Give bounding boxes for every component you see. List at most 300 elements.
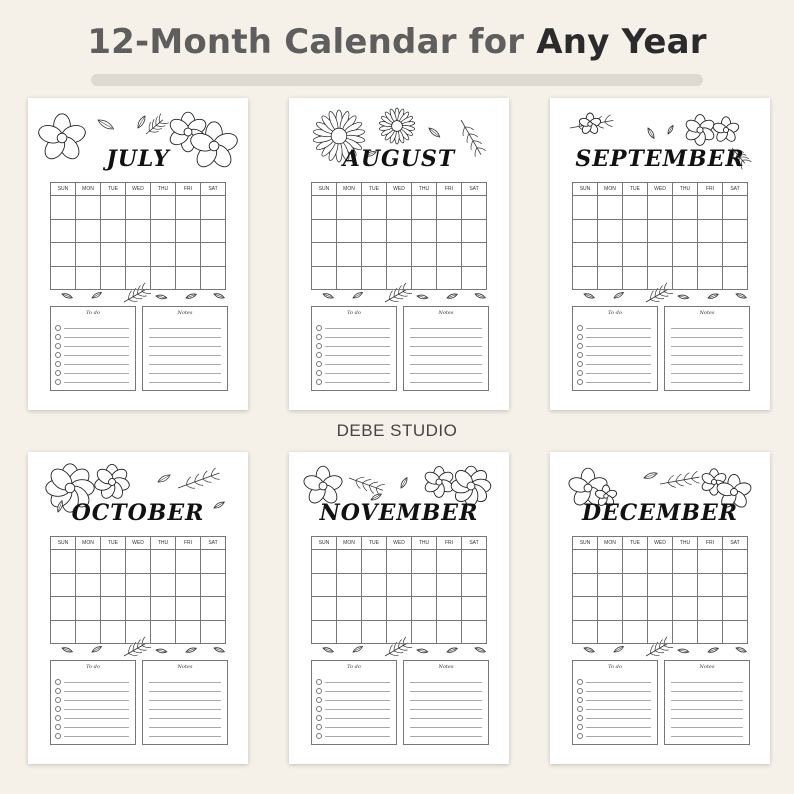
- todo-line: [586, 682, 651, 683]
- month-title: DECEMBER: [581, 500, 739, 526]
- day-cell: [51, 243, 76, 267]
- notes-line: [149, 364, 221, 365]
- day-cell: [101, 620, 126, 644]
- week-row: [312, 219, 487, 243]
- day-cell: [176, 597, 201, 621]
- day-cell: [337, 620, 362, 644]
- day-cell: [387, 597, 412, 621]
- day-cell: [51, 550, 76, 574]
- day-cell: [126, 573, 151, 597]
- day-cell: [673, 243, 698, 267]
- notes-heading: Notes: [699, 664, 715, 670]
- day-cell: [76, 219, 101, 243]
- day-cell: [437, 550, 462, 574]
- todo-heading: To do: [347, 310, 361, 316]
- todo-line: [325, 709, 390, 710]
- day-cell: [387, 219, 412, 243]
- day-cell: [598, 219, 623, 243]
- day-cell: [598, 597, 623, 621]
- day-cell: [312, 550, 337, 574]
- day-cell: [387, 243, 412, 267]
- day-cell: [673, 550, 698, 574]
- day-cell: [437, 219, 462, 243]
- notes-line: [149, 382, 221, 383]
- weekday-label: THU: [151, 537, 176, 550]
- weekday-label: TUE: [362, 537, 387, 550]
- day-cell: [573, 597, 598, 621]
- notes-line: [410, 727, 482, 728]
- notes-line: [671, 727, 743, 728]
- checkbox-circle-icon: [55, 343, 61, 349]
- notes-line: [410, 709, 482, 710]
- todo-box: [311, 306, 397, 391]
- weekday-label: MON: [76, 183, 101, 196]
- day-cell: [101, 597, 126, 621]
- todo-line: [586, 700, 651, 701]
- day-cell: [648, 573, 673, 597]
- day-cell: [573, 196, 598, 220]
- notes-box: [664, 306, 750, 391]
- todo-line: [325, 736, 390, 737]
- day-cell: [623, 266, 648, 290]
- weekday-header-row: [312, 183, 487, 196]
- checkbox-circle-icon: [577, 679, 583, 685]
- checkbox-circle-icon: [55, 733, 61, 739]
- day-cell: [698, 219, 723, 243]
- todo-line: [64, 709, 129, 710]
- week-row: [573, 573, 748, 597]
- todo-heading: To do: [608, 664, 622, 670]
- week-row: [573, 597, 748, 621]
- checkbox-circle-icon: [316, 715, 322, 721]
- checkbox-circle-icon: [55, 679, 61, 685]
- todo-line: [64, 682, 129, 683]
- day-cell: [673, 620, 698, 644]
- weekday-label: SUN: [312, 537, 337, 550]
- day-cell: [648, 550, 673, 574]
- day-cell: [51, 620, 76, 644]
- day-cell: [412, 620, 437, 644]
- notes-line: [149, 718, 221, 719]
- day-cell: [437, 597, 462, 621]
- notes-line: [149, 355, 221, 356]
- todo-line: [325, 355, 390, 356]
- weekday-label: WED: [648, 183, 673, 196]
- day-cell: [412, 219, 437, 243]
- notes-line: [410, 355, 482, 356]
- notes-line: [671, 700, 743, 701]
- todo-line: [64, 373, 129, 374]
- todo-line: [586, 736, 651, 737]
- day-cell: [151, 243, 176, 267]
- day-cell: [598, 266, 623, 290]
- checkbox-circle-icon: [316, 733, 322, 739]
- day-cell: [387, 620, 412, 644]
- todo-heading: To do: [86, 664, 100, 670]
- day-cell: [723, 620, 748, 644]
- day-cell: [76, 597, 101, 621]
- checkbox-circle-icon: [316, 334, 322, 340]
- day-cell: [362, 219, 387, 243]
- weekday-label: SUN: [573, 537, 598, 550]
- checkbox-circle-icon: [55, 724, 61, 730]
- day-cell: [412, 550, 437, 574]
- checkbox-circle-icon: [55, 379, 61, 385]
- day-cell: [176, 573, 201, 597]
- day-cell: [723, 196, 748, 220]
- week-row: [51, 196, 226, 220]
- week-row: [573, 219, 748, 243]
- week-row: [312, 573, 487, 597]
- todo-line: [325, 718, 390, 719]
- day-cell: [623, 219, 648, 243]
- day-cell: [723, 219, 748, 243]
- weekday-label: SAT: [462, 183, 487, 196]
- day-cell: [51, 597, 76, 621]
- todo-line: [64, 736, 129, 737]
- todo-line: [325, 727, 390, 728]
- checkbox-circle-icon: [55, 325, 61, 331]
- notes-heading: Notes: [438, 310, 454, 316]
- month-title: SEPTEMBER: [575, 146, 745, 172]
- day-cell: [362, 573, 387, 597]
- notes-box: [403, 660, 489, 745]
- day-cell: [151, 550, 176, 574]
- day-cell: [623, 573, 648, 597]
- week-row: [51, 620, 226, 644]
- weekday-label: TUE: [101, 183, 126, 196]
- checkbox-circle-icon: [316, 688, 322, 694]
- todo-line: [325, 328, 390, 329]
- day-cell: [573, 550, 598, 574]
- notes-line: [671, 718, 743, 719]
- checkbox-circle-icon: [316, 370, 322, 376]
- checkbox-circle-icon: [577, 361, 583, 367]
- day-cell: [598, 573, 623, 597]
- day-cell: [573, 620, 598, 644]
- notes-line: [149, 709, 221, 710]
- weekday-label: FRI: [698, 183, 723, 196]
- day-cell: [673, 219, 698, 243]
- checkbox-circle-icon: [316, 343, 322, 349]
- day-cell: [648, 266, 673, 290]
- day-cell: [462, 573, 487, 597]
- notes-line: [410, 328, 482, 329]
- todo-line: [586, 718, 651, 719]
- checkbox-circle-icon: [577, 343, 583, 349]
- weekday-label: FRI: [698, 537, 723, 550]
- day-cell: [598, 196, 623, 220]
- weekday-label: THU: [412, 537, 437, 550]
- todo-line: [64, 691, 129, 692]
- day-cell: [101, 243, 126, 267]
- weekday-label: FRI: [437, 183, 462, 196]
- weekday-label: SUN: [573, 183, 598, 196]
- todo-line: [325, 682, 390, 683]
- day-cell: [101, 573, 126, 597]
- notes-line: [671, 328, 743, 329]
- notes-line: [149, 736, 221, 737]
- day-cell: [201, 620, 226, 644]
- day-cell: [51, 196, 76, 220]
- week-row: [573, 550, 748, 574]
- day-cell: [201, 550, 226, 574]
- weekday-label: FRI: [437, 537, 462, 550]
- todo-line: [586, 346, 651, 347]
- calendar-grid: [572, 182, 748, 290]
- notes-heading: Notes: [177, 664, 193, 670]
- day-cell: [698, 196, 723, 220]
- checkbox-circle-icon: [316, 325, 322, 331]
- day-cell: [623, 597, 648, 621]
- day-cell: [723, 597, 748, 621]
- calendar-page-july: [28, 98, 248, 410]
- weekday-label: WED: [387, 183, 412, 196]
- checkbox-circle-icon: [577, 706, 583, 712]
- calendar-grid: [50, 182, 226, 290]
- checkbox-circle-icon: [577, 697, 583, 703]
- notes-box: [664, 660, 750, 745]
- day-cell: [648, 620, 673, 644]
- checkbox-circle-icon: [316, 679, 322, 685]
- weekday-label: THU: [151, 183, 176, 196]
- calendar-page-october: [28, 452, 248, 764]
- day-cell: [176, 196, 201, 220]
- checkbox-circle-icon: [55, 697, 61, 703]
- day-cell: [387, 550, 412, 574]
- todo-box: [572, 306, 658, 391]
- day-cell: [437, 620, 462, 644]
- day-cell: [698, 573, 723, 597]
- day-cell: [387, 196, 412, 220]
- day-cell: [673, 573, 698, 597]
- month-title: AUGUST: [342, 146, 456, 172]
- todo-line: [64, 328, 129, 329]
- notes-line: [149, 727, 221, 728]
- day-cell: [573, 243, 598, 267]
- todo-line: [325, 346, 390, 347]
- day-cell: [412, 266, 437, 290]
- todo-line: [325, 364, 390, 365]
- todo-line: [64, 355, 129, 356]
- day-cell: [176, 266, 201, 290]
- weekday-label: TUE: [101, 537, 126, 550]
- notes-line: [410, 373, 482, 374]
- notes-line: [671, 736, 743, 737]
- todo-line: [586, 337, 651, 338]
- day-cell: [337, 550, 362, 574]
- day-cell: [573, 266, 598, 290]
- day-cell: [437, 243, 462, 267]
- todo-line: [64, 718, 129, 719]
- calendar-page-november: [289, 452, 509, 764]
- calendar-grid: [572, 536, 748, 644]
- day-cell: [312, 597, 337, 621]
- weekday-label: SAT: [723, 183, 748, 196]
- day-cell: [51, 266, 76, 290]
- day-cell: [126, 219, 151, 243]
- notes-box: [403, 306, 489, 391]
- todo-line: [64, 700, 129, 701]
- todo-line: [64, 364, 129, 365]
- title-underline: [91, 74, 703, 86]
- weekday-label: THU: [673, 537, 698, 550]
- day-cell: [51, 573, 76, 597]
- weekday-header-row: [573, 537, 748, 550]
- notes-line: [410, 364, 482, 365]
- checkbox-circle-icon: [316, 379, 322, 385]
- weekday-label: SUN: [312, 183, 337, 196]
- day-cell: [76, 550, 101, 574]
- weekday-label: SAT: [201, 183, 226, 196]
- notes-line: [410, 337, 482, 338]
- week-row: [573, 243, 748, 267]
- todo-box: [50, 306, 136, 391]
- day-cell: [76, 243, 101, 267]
- day-cell: [201, 219, 226, 243]
- checkbox-circle-icon: [577, 379, 583, 385]
- todo-box: [50, 660, 136, 745]
- day-cell: [312, 219, 337, 243]
- todo-line: [325, 337, 390, 338]
- weekday-label: FRI: [176, 183, 201, 196]
- weekday-label: FRI: [176, 537, 201, 550]
- day-cell: [201, 243, 226, 267]
- weekday-label: WED: [387, 537, 412, 550]
- notes-line: [149, 682, 221, 683]
- notes-line: [671, 382, 743, 383]
- day-cell: [126, 620, 151, 644]
- day-cell: [598, 620, 623, 644]
- week-row: [312, 620, 487, 644]
- day-cell: [201, 196, 226, 220]
- day-cell: [698, 243, 723, 267]
- month-title: JULY: [106, 146, 170, 172]
- week-row: [573, 196, 748, 220]
- day-cell: [101, 196, 126, 220]
- day-cell: [623, 550, 648, 574]
- day-cell: [623, 620, 648, 644]
- week-row: [573, 266, 748, 290]
- todo-line: [325, 691, 390, 692]
- day-cell: [126, 196, 151, 220]
- notes-line: [149, 691, 221, 692]
- notes-line: [671, 337, 743, 338]
- day-cell: [673, 196, 698, 220]
- day-cell: [176, 243, 201, 267]
- day-cell: [151, 266, 176, 290]
- notes-line: [149, 373, 221, 374]
- notes-box: [142, 660, 228, 745]
- day-cell: [362, 597, 387, 621]
- notes-box: [142, 306, 228, 391]
- day-cell: [151, 219, 176, 243]
- week-row: [573, 620, 748, 644]
- checkbox-circle-icon: [316, 724, 322, 730]
- weekday-label: THU: [673, 183, 698, 196]
- weekday-header-row: [312, 537, 487, 550]
- checkbox-circle-icon: [55, 352, 61, 358]
- calendar-page-september: [550, 98, 770, 410]
- day-cell: [151, 620, 176, 644]
- day-cell: [337, 219, 362, 243]
- todo-line: [586, 727, 651, 728]
- todo-line: [586, 328, 651, 329]
- day-cell: [437, 266, 462, 290]
- todo-line: [325, 382, 390, 383]
- title-part-1: 12-Month Calendar for: [87, 22, 537, 62]
- weekday-label: SAT: [462, 537, 487, 550]
- checkbox-circle-icon: [577, 688, 583, 694]
- checkbox-circle-icon: [55, 334, 61, 340]
- day-cell: [623, 196, 648, 220]
- notes-line: [671, 364, 743, 365]
- day-cell: [337, 597, 362, 621]
- month-title: OCTOBER: [71, 500, 205, 526]
- weekday-label: MON: [598, 537, 623, 550]
- day-cell: [362, 196, 387, 220]
- week-row: [51, 573, 226, 597]
- day-cell: [151, 597, 176, 621]
- checkbox-circle-icon: [55, 706, 61, 712]
- checkbox-circle-icon: [577, 370, 583, 376]
- day-cell: [387, 573, 412, 597]
- notes-line: [149, 346, 221, 347]
- weekday-label: TUE: [362, 183, 387, 196]
- weekday-label: SUN: [51, 183, 76, 196]
- day-cell: [201, 266, 226, 290]
- notes-heading: Notes: [699, 310, 715, 316]
- day-cell: [673, 266, 698, 290]
- notes-line: [671, 373, 743, 374]
- day-cell: [126, 266, 151, 290]
- month-title: NOVEMBER: [319, 500, 479, 526]
- day-cell: [573, 219, 598, 243]
- checkbox-circle-icon: [55, 370, 61, 376]
- studio-name: DEBE STUDIO: [336, 421, 458, 440]
- checkbox-circle-icon: [55, 361, 61, 367]
- weekday-header-row: [573, 183, 748, 196]
- weekday-label: TUE: [623, 537, 648, 550]
- day-cell: [101, 266, 126, 290]
- day-cell: [126, 243, 151, 267]
- day-cell: [623, 243, 648, 267]
- day-cell: [412, 573, 437, 597]
- notes-line: [410, 682, 482, 683]
- calendar-grid: [311, 182, 487, 290]
- calendar-page-august: [289, 98, 509, 410]
- todo-line: [586, 709, 651, 710]
- week-row: [51, 597, 226, 621]
- week-row: [312, 597, 487, 621]
- day-cell: [462, 266, 487, 290]
- checkbox-circle-icon: [577, 715, 583, 721]
- todo-line: [586, 373, 651, 374]
- weekday-label: SUN: [51, 537, 76, 550]
- notes-line: [149, 337, 221, 338]
- weekday-header-row: [51, 183, 226, 196]
- day-cell: [648, 219, 673, 243]
- notes-line: [410, 700, 482, 701]
- day-cell: [76, 573, 101, 597]
- day-cell: [462, 219, 487, 243]
- todo-heading: To do: [608, 310, 622, 316]
- day-cell: [76, 266, 101, 290]
- notes-line: [671, 691, 743, 692]
- todo-line: [586, 355, 651, 356]
- day-cell: [151, 573, 176, 597]
- week-row: [51, 266, 226, 290]
